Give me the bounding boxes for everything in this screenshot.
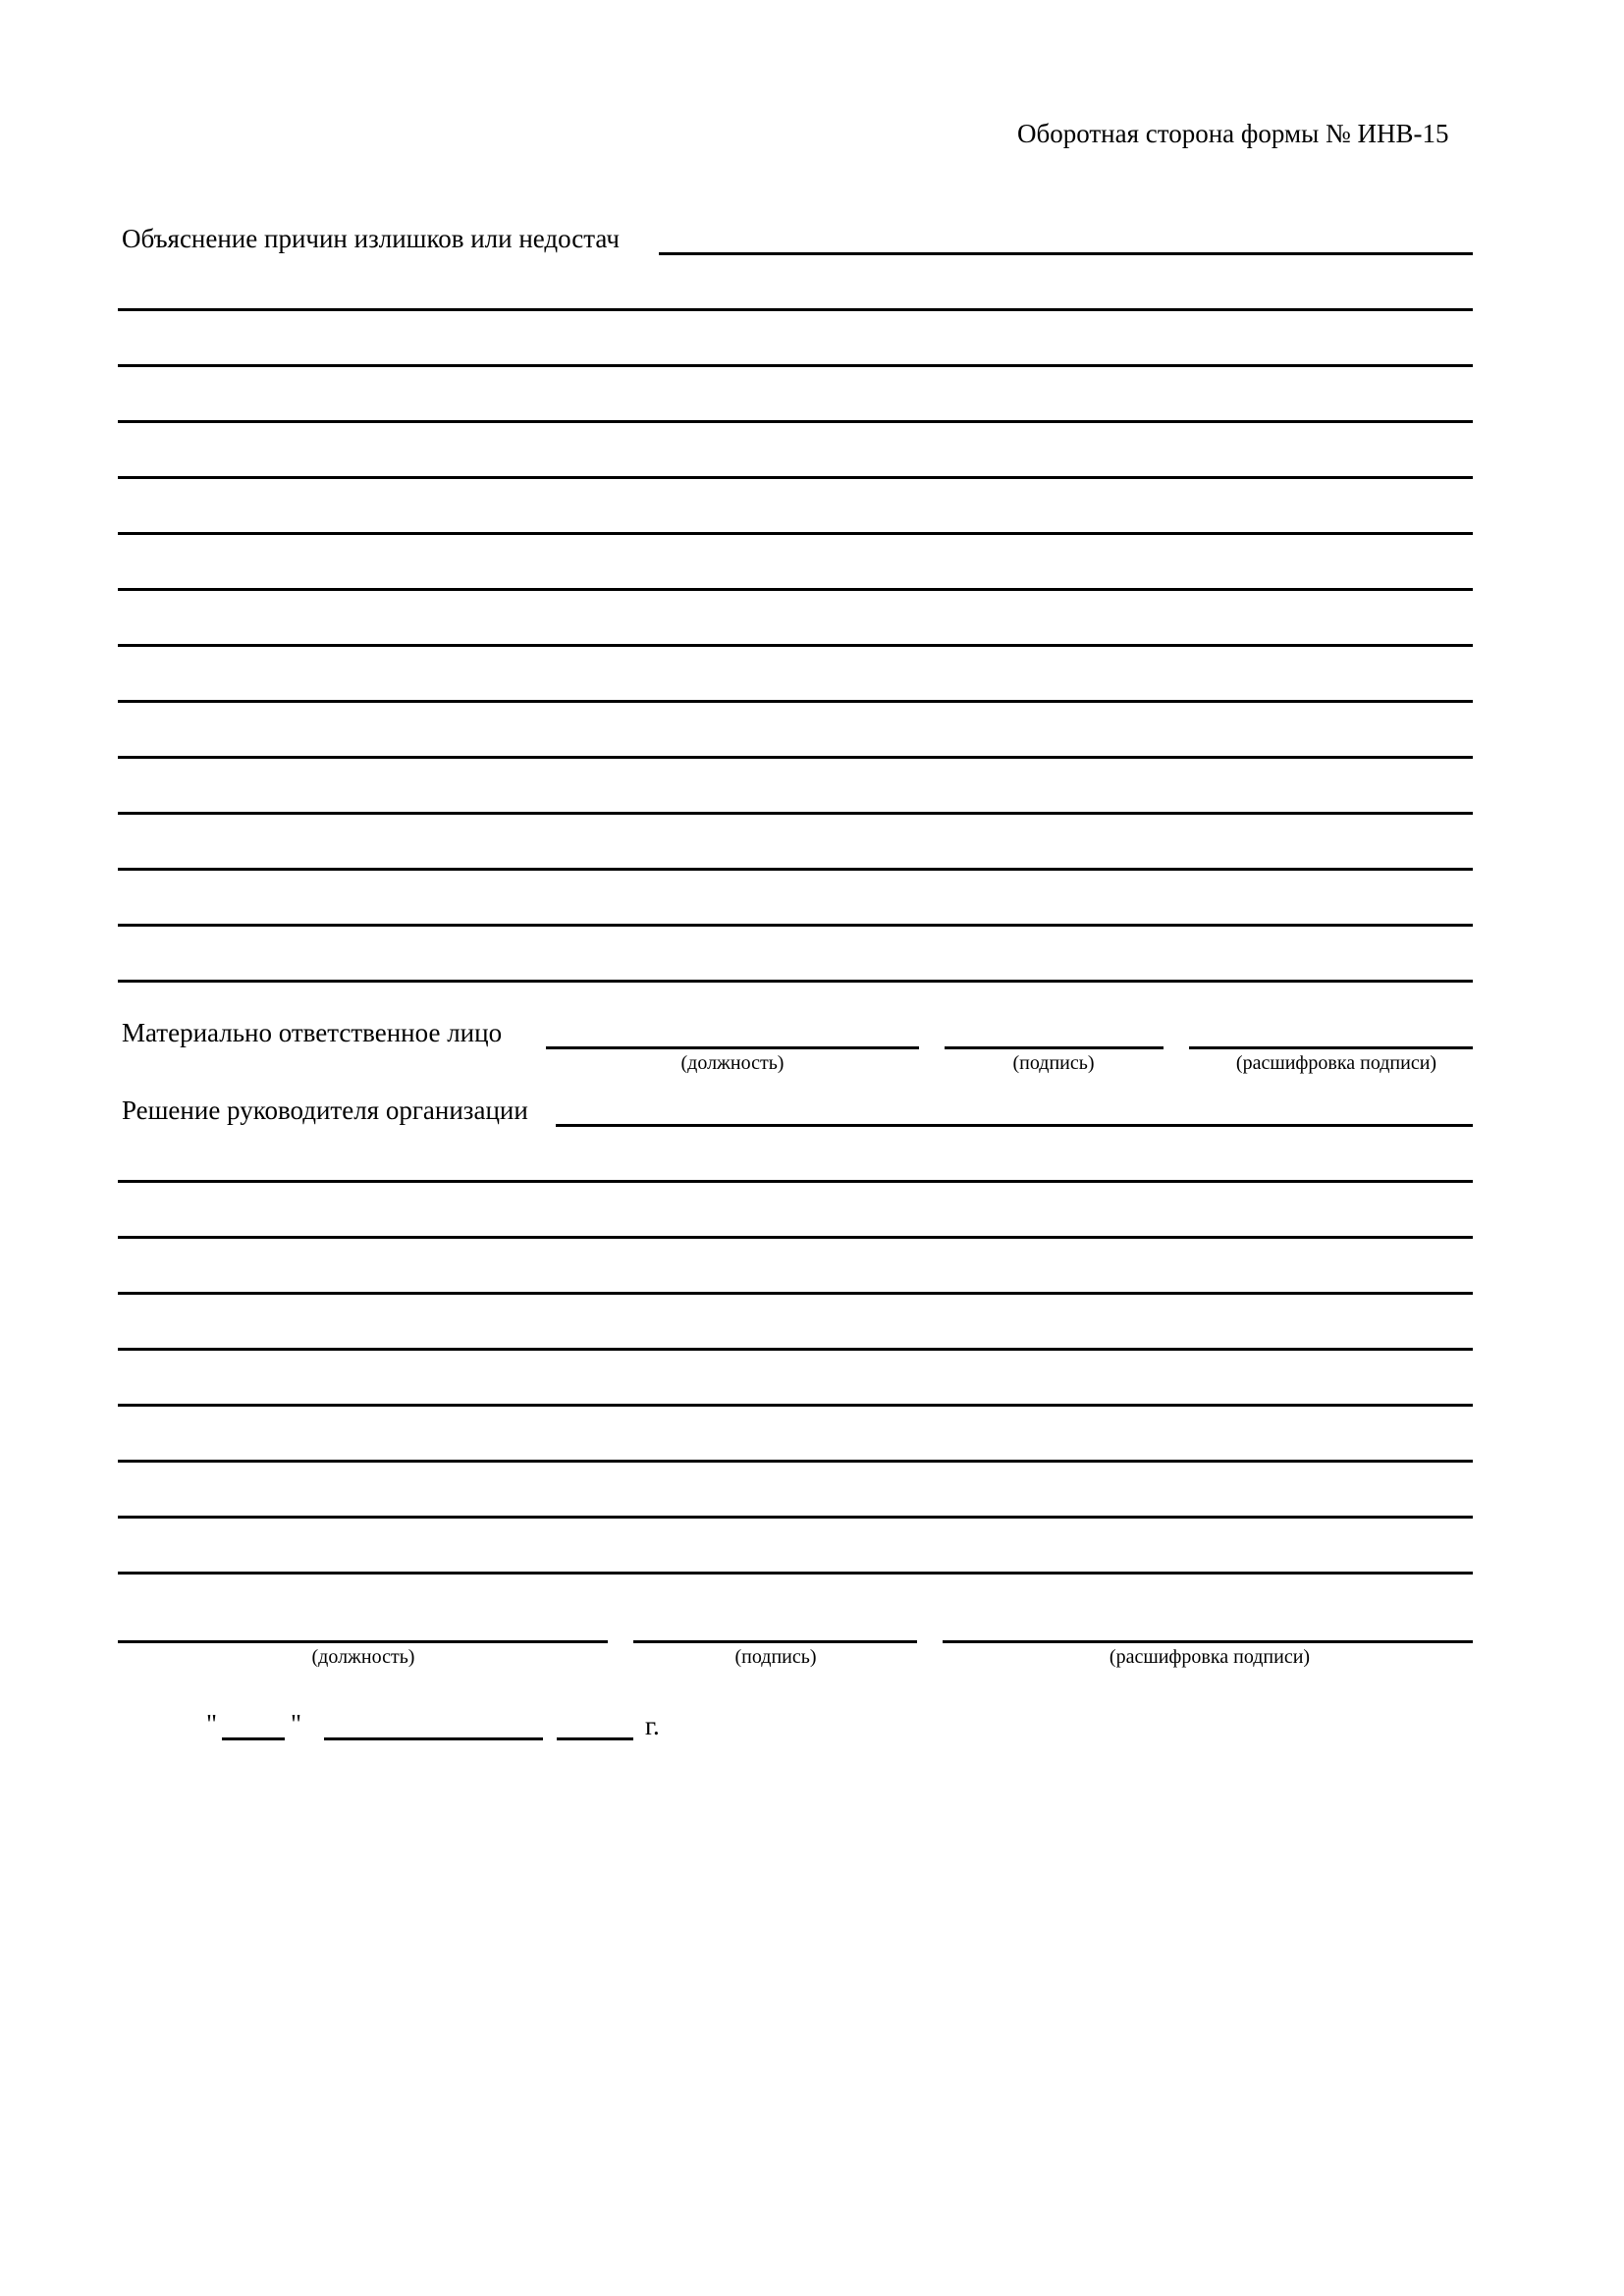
head-decoding-field[interactable] bbox=[943, 1640, 1473, 1643]
decision-line-3[interactable] bbox=[118, 1236, 1473, 1239]
date-year-suffix: г. bbox=[645, 1711, 660, 1740]
date-month-field[interactable] bbox=[324, 1737, 543, 1740]
explanation-line-7[interactable] bbox=[118, 588, 1473, 591]
head-decoding-caption: (расшифровка подписи) bbox=[1109, 1646, 1311, 1668]
decision-line-1[interactable] bbox=[556, 1124, 1473, 1127]
date-quote-close: " bbox=[291, 1709, 302, 1738]
date-quote-open: " bbox=[206, 1709, 218, 1738]
explanation-line-14[interactable] bbox=[118, 980, 1473, 983]
responsible-decoding-field[interactable] bbox=[1189, 1046, 1473, 1049]
decision-line-7[interactable] bbox=[118, 1460, 1473, 1463]
decision-line-4[interactable] bbox=[118, 1292, 1473, 1295]
decision-line-5[interactable] bbox=[118, 1348, 1473, 1351]
explanation-line-4[interactable] bbox=[118, 420, 1473, 423]
decision-line-2[interactable] bbox=[118, 1180, 1473, 1183]
explanation-line-6[interactable] bbox=[118, 532, 1473, 535]
explanation-line-5[interactable] bbox=[118, 476, 1473, 479]
decision-label: Решение руководителя организации bbox=[122, 1095, 528, 1125]
decision-line-8[interactable] bbox=[118, 1516, 1473, 1519]
responsible-decoding-caption: (расшифровка подписи) bbox=[1235, 1052, 1437, 1074]
form-caption: Оборотная сторона формы № ИНВ-15 bbox=[1017, 119, 1449, 148]
responsible-position-caption: (должность) bbox=[680, 1052, 785, 1074]
responsible-person-label: Материально ответственное лицо bbox=[122, 1018, 503, 1047]
explanation-line-9[interactable] bbox=[118, 700, 1473, 703]
head-signature-caption: (подпись) bbox=[734, 1646, 817, 1668]
head-signature-field[interactable] bbox=[633, 1640, 917, 1643]
decision-line-9[interactable] bbox=[118, 1572, 1473, 1575]
explanation-label: Объяснение причин излишков или недостач bbox=[122, 224, 620, 253]
head-position-caption: (должность) bbox=[311, 1646, 415, 1668]
explanation-line-10[interactable] bbox=[118, 756, 1473, 759]
responsible-signature-field[interactable] bbox=[945, 1046, 1164, 1049]
explanation-line-12[interactable] bbox=[118, 868, 1473, 871]
explanation-line-1[interactable] bbox=[659, 252, 1473, 255]
explanation-line-3[interactable] bbox=[118, 364, 1473, 367]
date-day-field[interactable] bbox=[222, 1737, 285, 1740]
explanation-line-13[interactable] bbox=[118, 924, 1473, 927]
responsible-signature-caption: (подпись) bbox=[1012, 1052, 1095, 1074]
explanation-line-11[interactable] bbox=[118, 812, 1473, 815]
explanation-line-8[interactable] bbox=[118, 644, 1473, 647]
date-year-field[interactable] bbox=[557, 1737, 633, 1740]
responsible-position-field[interactable] bbox=[546, 1046, 919, 1049]
head-position-field[interactable] bbox=[118, 1640, 608, 1643]
decision-line-6[interactable] bbox=[118, 1404, 1473, 1407]
explanation-line-2[interactable] bbox=[118, 308, 1473, 311]
